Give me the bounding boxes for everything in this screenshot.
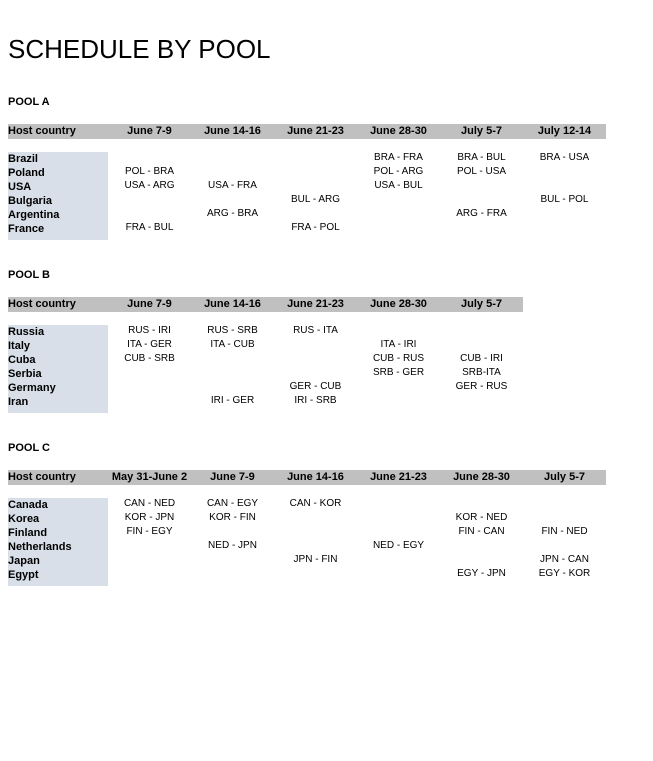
match-cell: ARG - BRA: [206, 208, 259, 219]
match-cell: BRA - USA: [539, 152, 590, 163]
match-cell: KOR - FIN: [209, 512, 256, 523]
match-cell: CUB - IRI: [460, 353, 503, 364]
country-name: Bulgaria: [8, 195, 53, 207]
match-cell: SRB-ITA: [462, 367, 501, 378]
match-cell: RUS - ITA: [293, 325, 338, 336]
match-cell: EGY - KOR: [538, 568, 591, 579]
header-date: July 5-7: [461, 125, 502, 137]
header-date: July 12-14: [537, 125, 592, 137]
header-host-country: Host country: [8, 471, 76, 483]
match-cell: JPN - FIN: [293, 554, 338, 565]
header-row: [8, 470, 606, 485]
match-cell: EGY - JPN: [457, 568, 506, 579]
header-date: June 28-30: [370, 298, 427, 310]
country-name: Cuba: [8, 354, 36, 366]
country-name: Finland: [8, 527, 48, 539]
country-name: Egypt: [8, 569, 39, 581]
match-cell: IRI - GER: [210, 395, 255, 406]
country-name: Iran: [8, 396, 29, 408]
match-cell: POL - ARG: [373, 166, 424, 177]
match-cell: ARG - FRA: [456, 208, 507, 219]
match-cell: KOR - NED: [455, 512, 508, 523]
match-cell: FIN - EGY: [126, 526, 173, 537]
pool-section: [8, 441, 653, 581]
header-date: June 14-16: [204, 298, 261, 310]
match-cell: RUS - IRI: [128, 325, 171, 336]
country-name: Korea: [8, 513, 40, 525]
header-date: May 31-June 2: [111, 471, 188, 483]
page-title: SCHEDULE BY POOL: [8, 34, 271, 64]
match-cell: JPN - CAN: [540, 554, 589, 565]
match-cell: FRA - POL: [291, 222, 340, 233]
match-cell: IRI - SRB: [294, 395, 337, 406]
header-host-country: Host country: [8, 298, 76, 310]
country-name: Russia: [8, 326, 45, 338]
match-cell: GER - CUB: [289, 381, 342, 392]
match-cell: CAN - KOR: [289, 498, 342, 509]
match-cell: BRA - BUL: [457, 152, 506, 163]
country-name: Netherlands: [8, 541, 72, 553]
header-date: June 7-9: [127, 298, 172, 310]
country-column: [8, 152, 108, 240]
match-cell: FIN - CAN: [458, 526, 505, 537]
header-date: June 21-23: [287, 298, 344, 310]
header-row: [8, 124, 606, 139]
country-name: Brazil: [8, 153, 38, 165]
country-column: [8, 325, 108, 413]
match-cell: ITA - IRI: [380, 339, 417, 350]
country-column: [8, 498, 108, 586]
match-cell: ITA - CUB: [210, 339, 255, 350]
country-name: Japan: [8, 555, 40, 567]
header-date: July 5-7: [544, 471, 585, 483]
match-cell: ITA - GER: [127, 339, 172, 350]
country-name: Italy: [8, 340, 31, 352]
pool-name: POOL A: [8, 96, 50, 108]
match-cell: NED - EGY: [372, 540, 425, 551]
match-cell: CUB - SRB: [124, 353, 175, 364]
pool-name: POOL C: [8, 442, 50, 454]
country-name: Canada: [8, 499, 48, 511]
match-cell: KOR - JPN: [124, 512, 175, 523]
match-cell: FRA - BUL: [125, 222, 174, 233]
pool-section: [8, 95, 653, 235]
header-date: June 21-23: [287, 125, 344, 137]
pool-name: POOL B: [8, 269, 50, 281]
country-name: Germany: [8, 382, 56, 394]
header-host-country: Host country: [8, 125, 76, 137]
match-cell: BRA - FRA: [374, 152, 423, 163]
match-cell: USA - FRA: [208, 180, 257, 191]
header-date: June 28-30: [370, 125, 427, 137]
header-date: June 7-9: [127, 125, 172, 137]
country-name: Poland: [8, 167, 45, 179]
match-cell: SRB - GER: [372, 367, 425, 378]
match-cell: BUL - ARG: [290, 194, 341, 205]
match-cell: CAN - NED: [123, 498, 176, 509]
pool-section: [8, 268, 653, 408]
country-name: France: [8, 223, 45, 235]
header-date: June 14-16: [287, 471, 344, 483]
match-cell: CUB - RUS: [372, 353, 425, 364]
header-date: June 7-9: [210, 471, 255, 483]
match-cell: FIN - NED: [541, 526, 588, 537]
match-cell: GER - RUS: [455, 381, 508, 392]
country-name: USA: [8, 181, 32, 193]
match-cell: POL - BRA: [124, 166, 175, 177]
country-name: Serbia: [8, 368, 42, 380]
header-date: June 28-30: [453, 471, 510, 483]
header-date: June 14-16: [204, 125, 261, 137]
match-cell: USA - BUL: [374, 180, 423, 191]
match-cell: RUS - SRB: [207, 325, 258, 336]
match-cell: USA - ARG: [124, 180, 175, 191]
match-cell: BUL - POL: [540, 194, 589, 205]
match-cell: CAN - EGY: [206, 498, 259, 509]
header-date: July 5-7: [461, 298, 502, 310]
country-name: Argentina: [8, 209, 60, 221]
match-cell: POL - USA: [456, 166, 507, 177]
match-cell: NED - JPN: [208, 540, 257, 551]
header-row: [8, 297, 523, 312]
header-date: June 21-23: [370, 471, 427, 483]
